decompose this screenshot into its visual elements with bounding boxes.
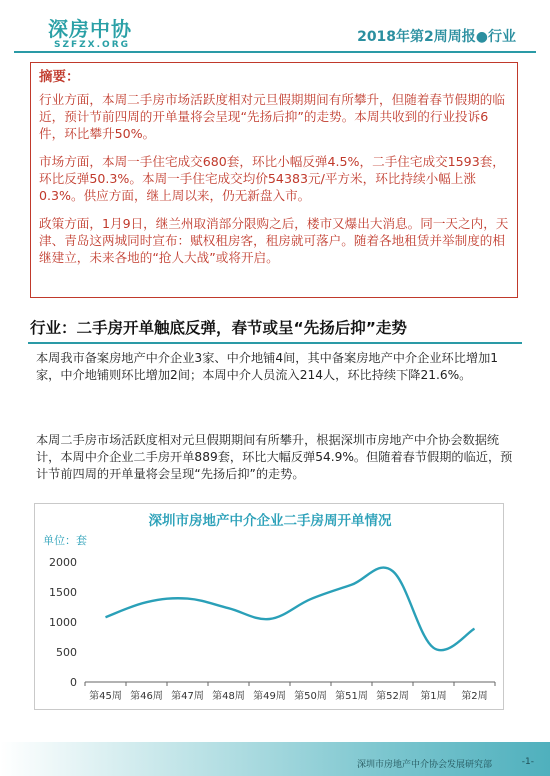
summary-title: 摘要： [39,69,80,85]
x-tick-label: 第50周 [294,691,327,702]
logo-subtext: SZFZX.ORG [54,40,131,50]
agency-paragraph: 本周我市备案房地产中介企业3家、中介地铺4间，其中备案房地产中介企业环比增加1家，中介地铺则环比增加2间；本周中介人员流入214人，环比持续下降21.6%。 [36,351,499,382]
x-tick-label: 第1周 [420,691,447,702]
summary-policy-paragraph: 政策方面，1月9日，继兰州取消部分限购之后，楼市又爆出大消息。同一天之内，天津、青岛这两城同时宣布：赋权租房客，租房就可落户。随着各地租赁并举制度的相继建立，未来各地的“抢人大战”或将开启。 [39,216,509,265]
x-tick-label: 第47周 [171,691,204,702]
x-tick-labels [89,689,488,702]
page-number: -1- [521,757,534,767]
chart-canvas [35,504,505,711]
x-tick-label: 第51周 [335,691,368,702]
section-divider [28,342,522,344]
footer-org: 深圳市房地产中介协会发展研究部 [356,760,492,770]
x-tick-label: 第45周 [89,691,122,702]
chart-unit-label: 单位：套 [43,534,87,547]
x-tick-label: 第2周 [461,691,488,702]
chart-title: 深圳市房地产中介企业二手房周开单情况 [148,513,392,529]
y-tick-label: 0 [70,676,77,689]
y-tick-label: 2000 [49,556,77,569]
logo [48,18,132,50]
y-tick-label: 500 [56,646,77,659]
header-divider [14,51,536,53]
x-tick-label: 第52周 [376,691,409,702]
x-tick-label: 第48周 [212,691,245,702]
summary-industry-paragraph: 行业方面，本周二手房市场活跃度相对元旦假期期间有所攀升，但随着春节假期的临近，预计节前四周的开单量将会呈现“先扬后抑”的走势。本周共收到的行业投诉6件，环比攀升50%。 [39,92,505,141]
summary-market-paragraph: 市场方面，本周一手住宅成交680套，环比小幅反弹4.5%，二手住宅成交1593套，环比反弹50.3%。本周一手住宅成交均价54383元/平方米，环比持续小幅上涨0.3%。供应方面，继上周以来，仍无新盘入市。 [39,154,505,203]
summary-box [30,62,518,298]
x-tick-label: 第49周 [253,691,286,702]
page-header [0,0,550,58]
report-title: 2018年第2周周报●行业 [357,29,516,45]
y-tick-label: 1000 [49,616,77,629]
x-tick-marks [85,682,495,686]
y-tick-labels [49,556,77,689]
x-tick-label: 第46周 [130,691,163,702]
second-hand-paragraph: 本周二手房市场活跃度相对元旦假期期间有所攀升，根据深圳市房地产中介协会数据统计，本周中介企业二手房开单889套，环比大幅反弹54.9%。但随着春节假期的临近，预计节前四周的开单量将会呈现“先扬后抑”的走势。 [36,433,513,481]
section-title: 行业：二手房开单触底反弹，春节或呈“先扬后抑”走势 [30,319,407,337]
series-line [106,568,475,651]
weekly-orders-chart [34,503,504,710]
y-tick-label: 1500 [49,586,77,599]
logo-text: 深房中协 [48,17,132,41]
